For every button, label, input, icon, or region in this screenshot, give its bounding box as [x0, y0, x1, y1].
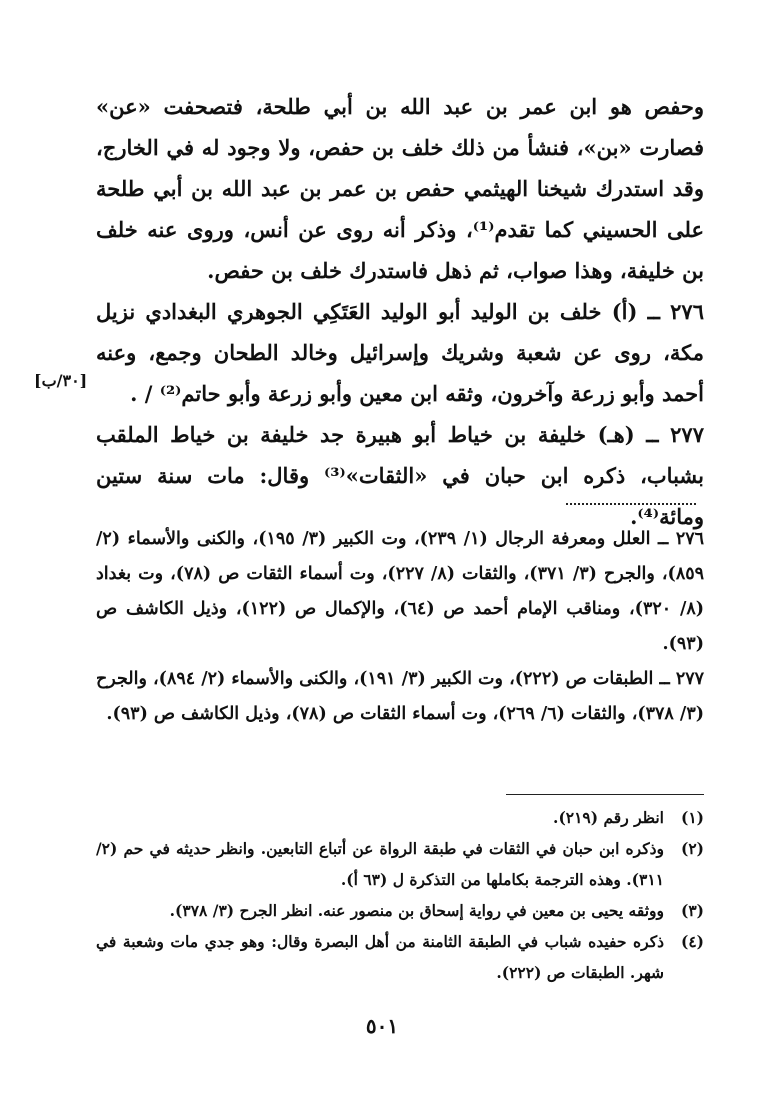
footnote-text: ذكره حفيده شباب في الطبقة الثامنة من أهل البصرة وقال: وهو جدي مات وشعبة في شهر. الطبقات ص (٢٢٢). — [96, 932, 664, 982]
footnote-4 — [96, 926, 704, 988]
footnote-2 — [96, 833, 704, 895]
footnote-text: ووثقه يحيى بن معين في رواية إسحاق بن منصور عنه. انظر الجرح (٣/ ٣٧٨). — [169, 901, 664, 920]
footnote-1 — [96, 802, 704, 833]
footnote-number: (٣) — [680, 901, 704, 920]
footnote-number: (١) — [680, 808, 704, 827]
source-note-277: ٢٧٧ ــ الطبقات ص (٢٢٢)، وت الكبير (٣/ ١٩١)، والكنى والأسماء (٢/ ٨٩٤)، والجرح (٣/ ٣٧٨)، والثقات (٦/ ٢٦٩)، وت أسماء الثقات ص (٧٨)، وذيل الكاشف ص (٩٣). — [96, 669, 705, 724]
source-notes — [96, 522, 704, 732]
page-number: ٥٠١ — [365, 1014, 399, 1038]
main-paragraph-1: وحفص هو ابن عمر بن عبد الله بن أبي طلحة، فتصحفت «عن» فصارت «بن»، فنشأ من ذلك خلف بن حفص، ولا وجود له في الخارج، وقد استدرك شيخنا الهيثمي حفص بن عمر بن عبد الله بن أبي طلحة على الحسيني كما تقدم⁽¹⁾، وذكر أنه روى عن أنس، وروى عنه خلف بن خليفة، وهذا صواب، ثم ذهل فاستدرك خلف بن حفص. — [96, 94, 704, 283]
main-paragraph-277: ٢٧٧ ــ (هـ) خليفة بن خياط أبو هبيرة جد خليفة بن خياط الملقب بشباب، ذكره ابن حبان في «الثقات»⁽³⁾ وقال: مات سنة ستين ومائة⁽⁴⁾. — [96, 422, 704, 529]
footnote-text: وذكره ابن حبان في الثقات في طبقة الرواة عن أتباع التابعين. وانظر حديثه في حم (٢/ ٣١١). وهذه الترجمة بكاملها من التذكرة ل (٦٣ أ). — [96, 839, 664, 889]
dotted-separator — [566, 503, 696, 505]
source-note-276: ٢٧٦ ــ العلل ومعرفة الرجال (١/ ٢٣٩)، وت الكبير (٣/ ١٩٥)، والكنى والأسماء (٢/ ٨٥٩)، والجرح (٣/ ٣٧١)، والثقات (٨/ ٢٢٧)، وت أسماء الثقات ص (٧٨)، وت بغداد (٨/ ٣٢٠)، ومناقب الإمام أحمد ص (٦٤)، والإكمال ص (١٢٢)، وذيل الكاشف ص (٩٣). — [96, 529, 705, 654]
main-text — [96, 86, 704, 537]
footnote-number: (٢) — [680, 839, 704, 858]
footnotes — [96, 802, 704, 988]
main-paragraph-276: ٢٧٦ ــ (أ) خلف بن الوليد أبو الوليد العَتَكِي الجوهري البغدادي نزيل مكة، روى عن شعبة وشريك وإسرائيل وخالد الطحان وجمع، وعنه أحمد وأبو زرعة وآخرون، وثقه ابن معين وأبو زرعة وأبو حاتم⁽²⁾ / . — [96, 299, 704, 406]
margin-folio-note: [٣٠/ب] — [34, 371, 88, 390]
footnote-rule — [506, 794, 704, 795]
footnote-text: انظر رقم (٢١٩). — [553, 808, 664, 827]
footnote-3 — [96, 895, 704, 926]
footnote-number: (٤) — [680, 932, 704, 951]
